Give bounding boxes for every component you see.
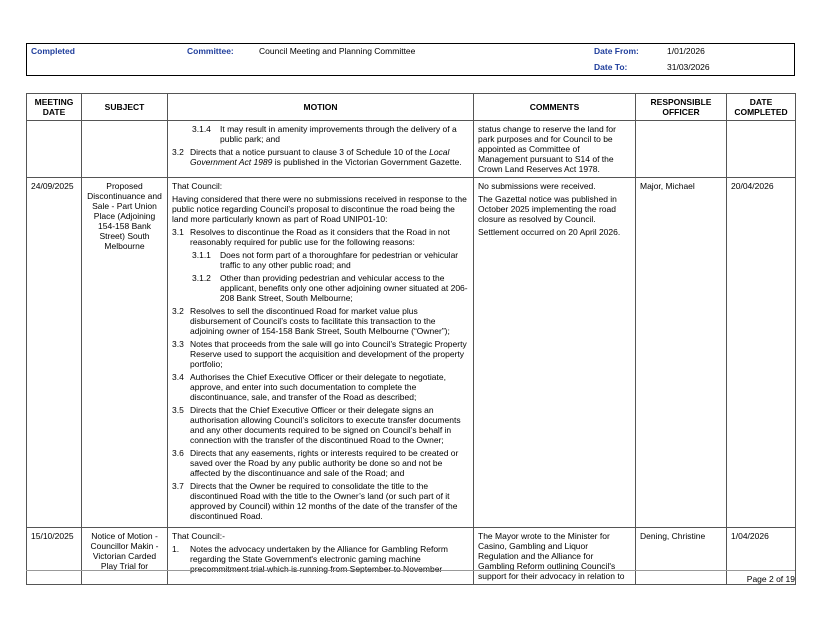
report-header xyxy=(26,43,795,76)
officer-cell: Major, Michael xyxy=(636,178,727,528)
table-header-row xyxy=(27,94,796,121)
page-number: Page 2 of 19 xyxy=(746,574,795,584)
date-from-label: Date From: xyxy=(594,46,639,56)
date-completed-cell: 1/04/2026 xyxy=(727,528,796,585)
committee-label: Committee: xyxy=(187,46,234,56)
meeting-date-cell: 15/10/2025 xyxy=(27,528,82,585)
table-row xyxy=(27,528,796,585)
table-row xyxy=(27,121,796,178)
col-responsible-officer: RESPONSIBLE OFFICER xyxy=(636,94,727,121)
col-motion: MOTION xyxy=(168,94,474,121)
subject-cell: Notice of Motion - Councillor Makin - Victorian Carded Play Trial for xyxy=(82,528,168,585)
date-completed-cell: 20/04/2026 xyxy=(727,178,796,528)
date-to-value: 31/03/2026 xyxy=(667,62,710,72)
motion-cell: 3.1.4 It may result in amenity improvements through the delivery of a public park; and 3.2 Directs that a notice pursuant to clause 3 of Schedule 10 of the Local Government Act 1989 is published in the Victorian Government Gazette. xyxy=(168,121,474,178)
motion-cell: That Council: Having considered that there were no submissions received in response to the public notice regarding Council’s proposal to discontinue the road being the land more particularly known as part of Road UNIP01-10: 3.1 Resolves to discontinue the Road as it considers that the Road in not reasonably required for public use for the following reasons: 3.1.1 Does not form part of a thoroughfare for pedestrian or vehicular traffic to any other public road; and 3.1.2 Other than providing pedestrian and vehicular access to the applicant, benefits only one other adjoining owner situated at 206-208 Bank Street, South Melbourne; 3.2 Resolves to sell the discontinued Road for market value plus disbursement of Council’s costs to facilitate this transaction to the adjoining owner of 154-158 Bank Street, South Melbourne (“Owner”); 3.3 Notes that proceeds from the sale will go into Council’s Strategic Property Reserve used to support the acquisition and development of the property portfolio; 3.4 Authorises the Chief Executive Officer or their delegate to negotiate, approve, and enter into such documentation to complete the discontinuance, sale, and transfer of the Road as described; 3.5 Directs that the Chief Executive Officer or their delegate signs an authorisation allowing Council’s solicitors to execute transfer documents and any other documents required to be signed on Council’s behalf in connection with the transfer of the discontinued Road to the Owner; 3.6 Directs that any easements, rights or interests required to be created or saved over the Road by any public authority be done so and not be affected by the discontinuance and sale of the Road; and 3.7 Directs that the Owner be required to consolidate the title to the discontinued Road with the title to the Owner’s land (or such part of it approved by Council) within 12 months of the date of the transfer of the discontinued Road. xyxy=(168,178,474,528)
meeting-date-cell: 24/09/2025 xyxy=(27,178,82,528)
motion-cell: That Council:- 1. Notes the advocacy undertaken by the Alliance for Gambling Reform regarding the State Government's electronic gaming machine precommitment trial which is running from September to November xyxy=(168,528,474,585)
status-label: Completed xyxy=(31,46,75,56)
col-comments: COMMENTS xyxy=(474,94,636,121)
committee-value: Council Meeting and Planning Committee xyxy=(259,46,416,56)
actions-table xyxy=(26,93,796,585)
officer-cell: Dening, Christine xyxy=(636,528,727,585)
col-date-completed: DATE COMPLETED xyxy=(727,94,796,121)
comments-cell: The Mayor wrote to the Minister for Casino, Gambling and Liquor Regulation and the Alliance for Gambling Reform outlining Council's support for their advocacy in relation to xyxy=(474,528,636,585)
footer-divider xyxy=(26,570,795,571)
table-row xyxy=(27,178,796,528)
comments-cell: No submissions were received. The Gazettal notice was published in October 2025 implementing the road closure as resolved by Council. Settlement occurred on 20 April 2026. xyxy=(474,178,636,528)
col-subject: SUBJECT xyxy=(82,94,168,121)
date-to-label: Date To: xyxy=(594,62,628,72)
comments-cell: status change to reserve the land for park purposes and for Council to be appointed as Committee of Management pursuant to S14 of the Crown Land Reserves Act 1978. xyxy=(474,121,636,178)
date-from-value: 1/01/2026 xyxy=(667,46,705,56)
col-meeting-date: MEETING DATE xyxy=(27,94,82,121)
subject-cell: Proposed Discontinuance and Sale - Part Union Place (Adjoining 154-158 Bank Street) South Melbourne xyxy=(82,178,168,528)
